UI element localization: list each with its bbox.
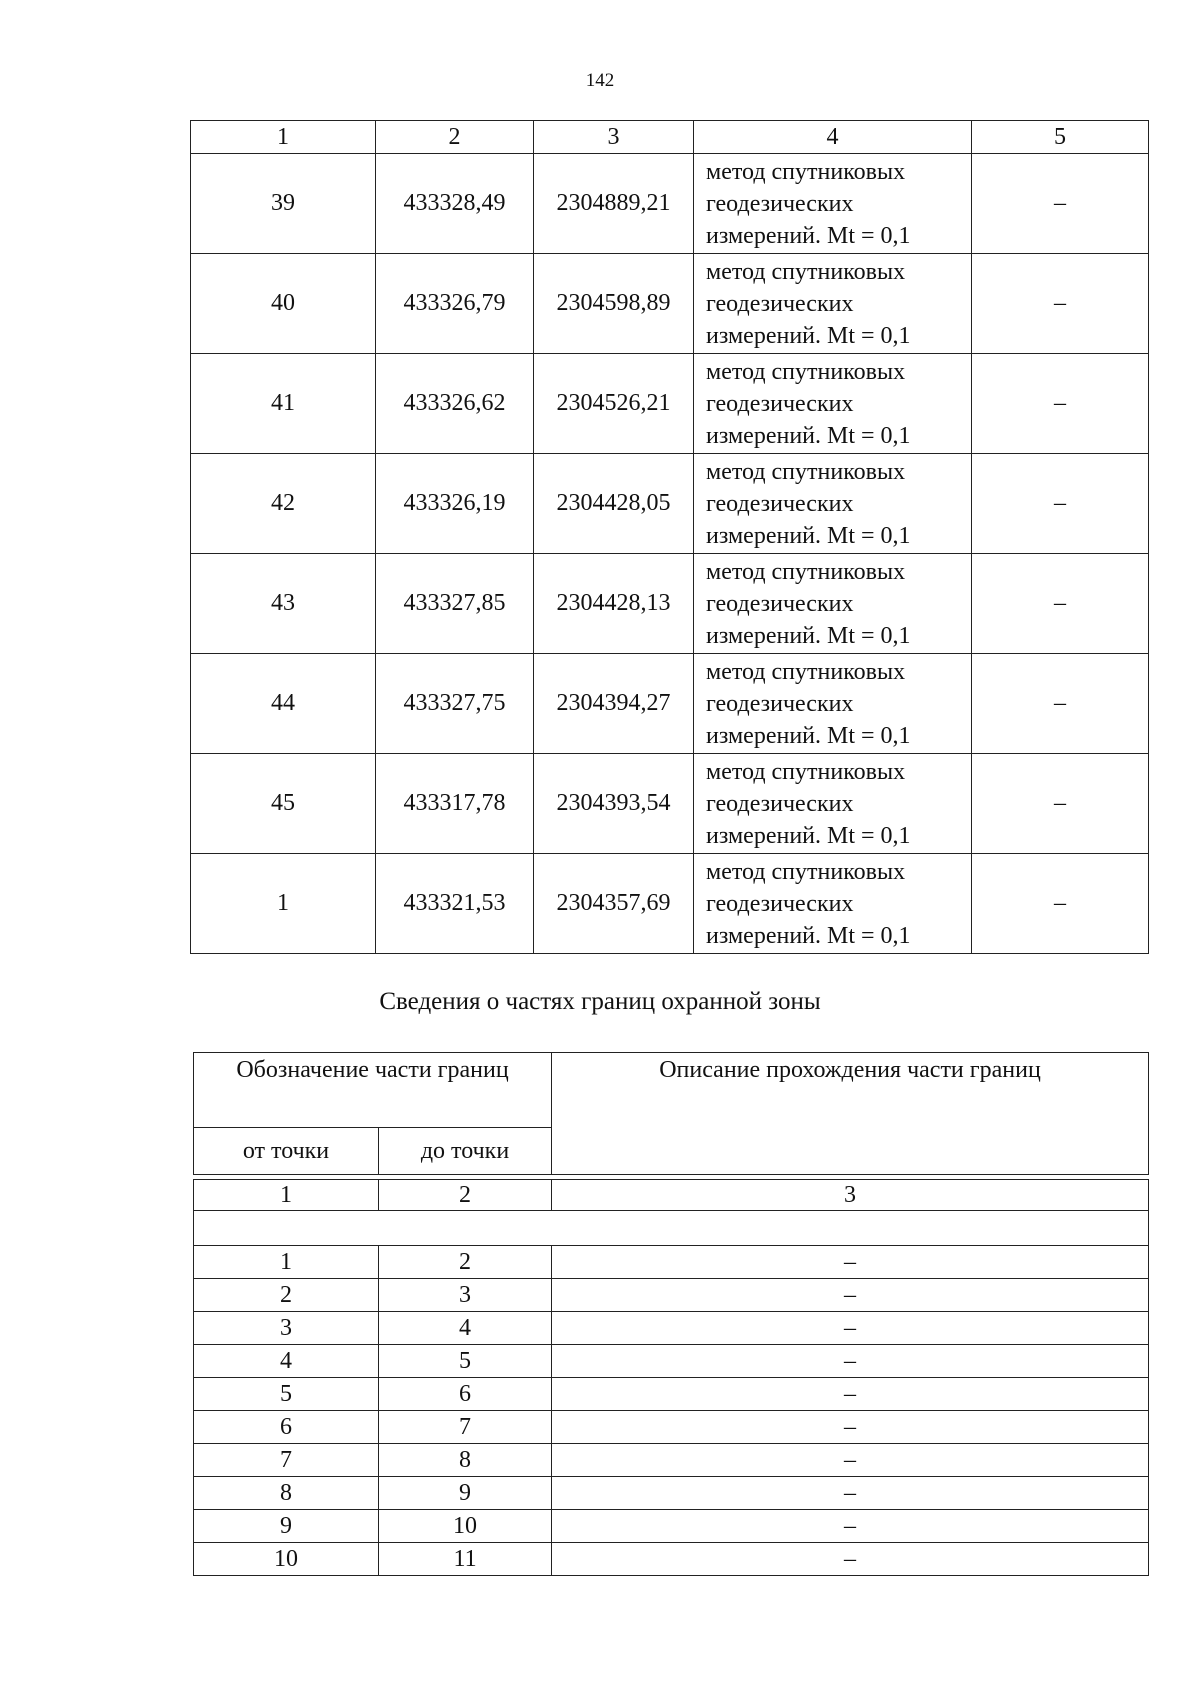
point-number: 45 [191, 754, 376, 854]
coordinates-table [190, 120, 1149, 954]
method-line: метод спутниковых [706, 158, 906, 185]
method-cell [694, 554, 972, 654]
coord-y: 2304394,27 [534, 654, 694, 754]
to-point: 3 [379, 1279, 552, 1312]
from-point: 8 [194, 1477, 379, 1510]
to-point: 7 [379, 1411, 552, 1444]
table-row [194, 1411, 1149, 1444]
table-row [194, 1543, 1149, 1576]
to-point-header: до точки [379, 1128, 552, 1175]
method-line: геодезических [706, 690, 854, 717]
method-line: геодезических [706, 790, 854, 817]
method-cell [694, 654, 972, 754]
coord-y: 2304598,89 [534, 254, 694, 354]
method-line: измерений. Mt = 0,1 [706, 822, 911, 849]
part-description: – [552, 1378, 1149, 1411]
method-line: метод спутниковых [706, 258, 906, 285]
blank-row [194, 1211, 1149, 1246]
to-point: 5 [379, 1345, 552, 1378]
point-number: 39 [191, 154, 376, 254]
table-row [194, 1477, 1149, 1510]
note-cell: – [972, 154, 1149, 254]
method-cell [694, 854, 972, 954]
coords-col-header: 5 [972, 121, 1149, 154]
coords-col-header: 3 [534, 121, 694, 154]
method-line: геодезических [706, 490, 854, 517]
method-line: геодезических [706, 590, 854, 617]
coords-col-header: 1 [191, 121, 376, 154]
table-row [191, 354, 1149, 454]
boundary-parts-table [193, 1052, 1149, 1576]
table-row [194, 1378, 1149, 1411]
from-point: 9 [194, 1510, 379, 1543]
coord-y: 2304357,69 [534, 854, 694, 954]
method-line: геодезических [706, 390, 854, 417]
method-line: геодезических [706, 190, 854, 217]
method-line: метод спутниковых [706, 858, 906, 885]
method-cell [694, 254, 972, 354]
table-row [194, 1444, 1149, 1477]
method-line: измерений. Mt = 0,1 [706, 722, 911, 749]
method-line: измерений. Mt = 0,1 [706, 622, 911, 649]
to-point: 8 [379, 1444, 552, 1477]
method-line: измерений. Mt = 0,1 [706, 422, 911, 449]
table-row [194, 1246, 1149, 1279]
from-point: 4 [194, 1345, 379, 1378]
table-row [194, 1345, 1149, 1378]
part-description: – [552, 1510, 1149, 1543]
point-number: 43 [191, 554, 376, 654]
from-point: 2 [194, 1279, 379, 1312]
note-cell: – [972, 254, 1149, 354]
coord-y: 2304428,05 [534, 454, 694, 554]
from-point-header: от точки [194, 1128, 379, 1175]
coord-y: 2304393,54 [534, 754, 694, 854]
note-cell: – [972, 454, 1149, 554]
note-cell: – [972, 854, 1149, 954]
note-cell: – [972, 354, 1149, 454]
note-cell: – [972, 554, 1149, 654]
table-row [194, 1312, 1149, 1345]
coord-x: 433328,49 [376, 154, 534, 254]
coord-x: 433326,79 [376, 254, 534, 354]
table-row [191, 454, 1149, 554]
description-header: Описание прохождения части границ [552, 1053, 1149, 1175]
point-number: 41 [191, 354, 376, 454]
to-point: 10 [379, 1510, 552, 1543]
section-title: Сведения о частях границ охранной зоны [379, 988, 821, 1015]
method-line: измерений. Mt = 0,1 [706, 522, 911, 549]
to-point: 2 [379, 1246, 552, 1279]
table-row [191, 154, 1149, 254]
from-point: 3 [194, 1312, 379, 1345]
point-number: 42 [191, 454, 376, 554]
to-point: 9 [379, 1477, 552, 1510]
parts-col-number: 1 [194, 1180, 379, 1211]
to-point: 4 [379, 1312, 552, 1345]
method-line: геодезических [706, 890, 854, 917]
method-line: метод спутниковых [706, 558, 906, 585]
table-row [191, 554, 1149, 654]
part-description: – [552, 1246, 1149, 1279]
method-line: метод спутниковых [706, 458, 906, 485]
from-point: 7 [194, 1444, 379, 1477]
method-cell [694, 454, 972, 554]
table-row [194, 1279, 1149, 1312]
point-number: 44 [191, 654, 376, 754]
method-line: метод спутниковых [706, 758, 906, 785]
table-row [191, 254, 1149, 354]
designation-header: Обозначение части границ [194, 1053, 552, 1128]
coord-x: 433321,53 [376, 854, 534, 954]
coord-x: 433317,78 [376, 754, 534, 854]
page-number: 142 [585, 70, 615, 91]
parts-header-row [194, 1053, 1149, 1128]
table-row [191, 854, 1149, 954]
parts-col-number: 2 [379, 1180, 552, 1211]
method-cell [694, 754, 972, 854]
from-point: 5 [194, 1378, 379, 1411]
note-cell: – [972, 654, 1149, 754]
from-point: 6 [194, 1411, 379, 1444]
coord-x: 433327,85 [376, 554, 534, 654]
method-cell [694, 354, 972, 454]
table-row [191, 754, 1149, 854]
point-number: 1 [191, 854, 376, 954]
coord-y: 2304526,21 [534, 354, 694, 454]
to-point: 11 [379, 1543, 552, 1576]
part-description: – [552, 1345, 1149, 1378]
method-cell [694, 154, 972, 254]
coord-x: 433326,19 [376, 454, 534, 554]
coord-y: 2304428,13 [534, 554, 694, 654]
coords-col-header: 4 [694, 121, 972, 154]
part-description: – [552, 1477, 1149, 1510]
part-description: – [552, 1411, 1149, 1444]
coords-header-row [191, 121, 1149, 154]
table-row [194, 1510, 1149, 1543]
coords-col-header: 2 [376, 121, 534, 154]
method-line: измерений. Mt = 0,1 [706, 222, 911, 249]
note-cell: – [972, 754, 1149, 854]
part-description: – [552, 1543, 1149, 1576]
part-description: – [552, 1279, 1149, 1312]
part-description: – [552, 1312, 1149, 1345]
point-number: 40 [191, 254, 376, 354]
table-row [191, 654, 1149, 754]
from-point: 10 [194, 1543, 379, 1576]
method-line: метод спутниковых [706, 358, 906, 385]
part-description: – [552, 1444, 1149, 1477]
method-line: измерений. Mt = 0,1 [706, 322, 911, 349]
method-line: геодезических [706, 290, 854, 317]
coord-x: 433326,62 [376, 354, 534, 454]
parts-col-number: 3 [552, 1180, 1149, 1211]
method-line: метод спутниковых [706, 658, 906, 685]
coord-x: 433327,75 [376, 654, 534, 754]
from-point: 1 [194, 1246, 379, 1279]
to-point: 6 [379, 1378, 552, 1411]
method-line: измерений. Mt = 0,1 [706, 922, 911, 949]
coord-y: 2304889,21 [534, 154, 694, 254]
parts-number-row [194, 1180, 1149, 1211]
